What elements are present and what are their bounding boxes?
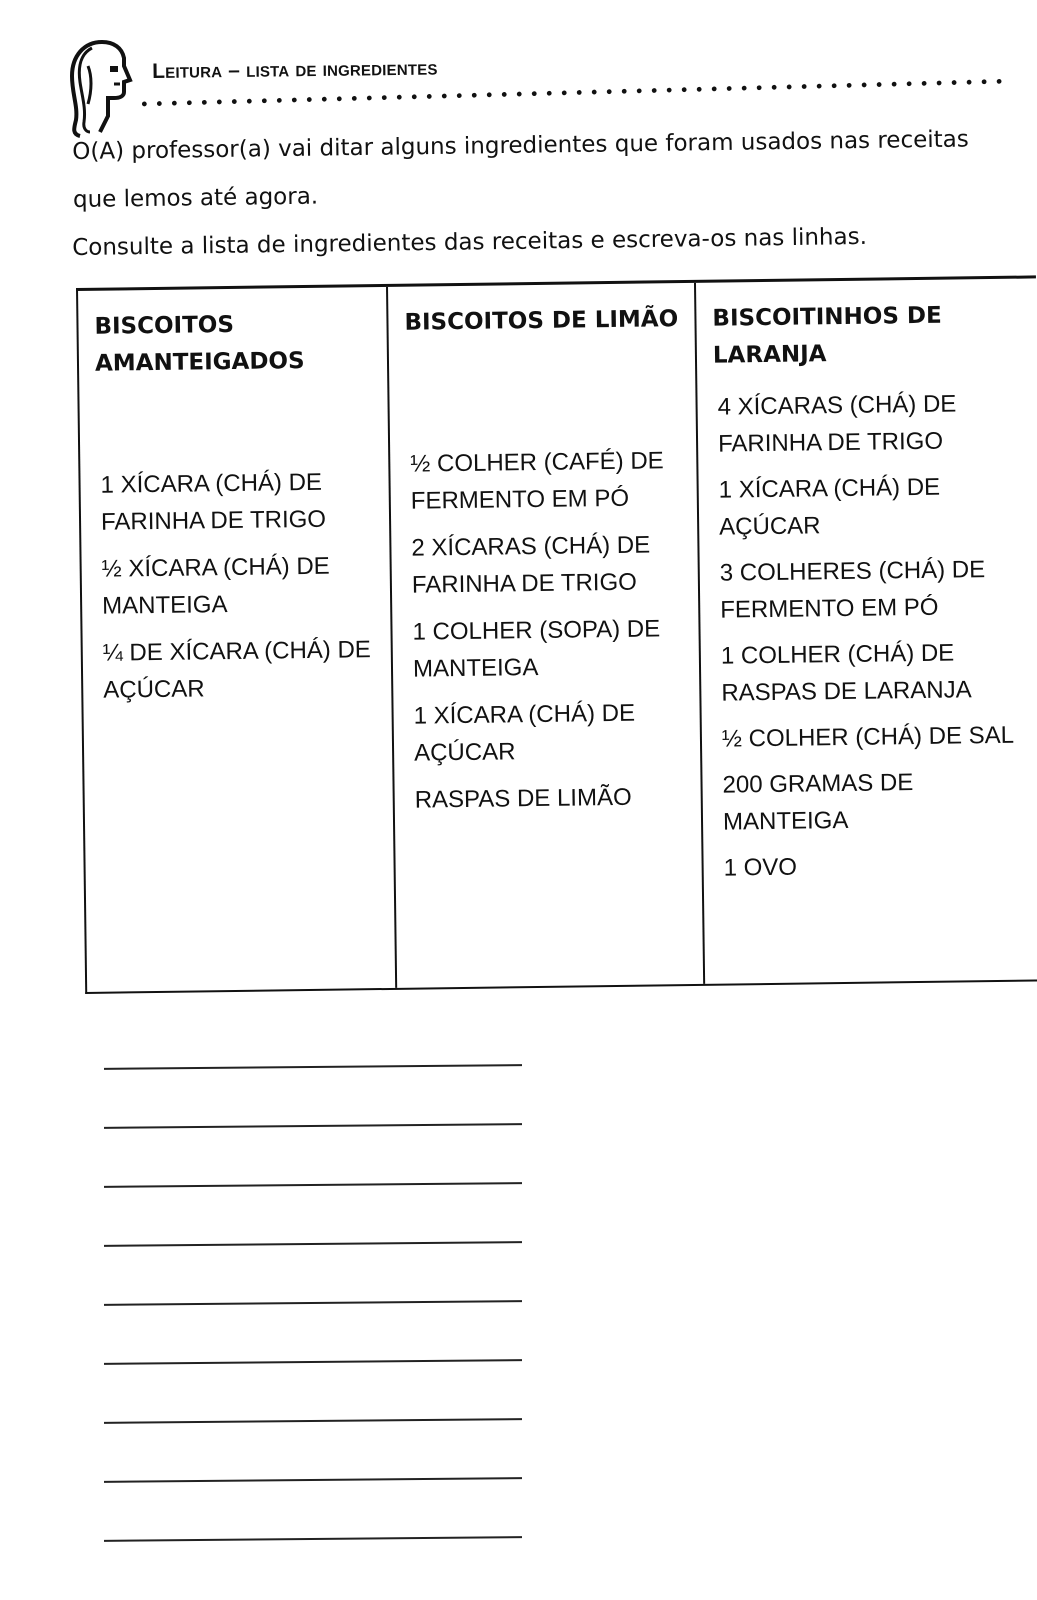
separator-dot [877, 82, 882, 87]
ingredient-list [406, 442, 687, 819]
answer-line[interactable] [104, 1536, 522, 1542]
separator-dot [532, 91, 537, 96]
ingredient-item: ½ XÍCARA (CHÁ) DE MANTEIGA [101, 552, 330, 620]
separator-dot [232, 99, 237, 104]
separator-dot [412, 94, 417, 99]
separator-dot [637, 88, 642, 93]
recipe-ingredients-table [76, 275, 1037, 994]
separator-dot [592, 90, 597, 95]
recipe-column-limao [388, 283, 705, 988]
separator-dot [982, 79, 987, 84]
recipe-column-amanteigados [78, 287, 397, 992]
separator-dot [907, 81, 912, 86]
separator-dot [247, 99, 252, 104]
ingredient-item: ½ COLHER (CAFÉ) DE FERMENTO EM PÓ [410, 447, 664, 515]
separator-dot [442, 94, 447, 99]
separator-dot [967, 80, 972, 85]
separator-dot [817, 84, 822, 89]
separator-dot [772, 85, 777, 90]
recipe-column-laranja [696, 278, 1037, 983]
separator-dot [622, 89, 627, 94]
ingredient-item: ¼ DE XÍCARA (CHÁ) DE AÇÚCAR [102, 636, 371, 704]
recipe-title: BISCOITINHOS DE LARANJA [712, 302, 942, 369]
recipe-title: BISCOITOS DE LIMÃO [404, 306, 679, 336]
separator-dot [352, 96, 357, 101]
ingredient-item: 1 XÍCARA (CHÁ) DE FARINHA DE TRIGO [100, 468, 327, 536]
separator-dot [667, 88, 672, 93]
separator-dot [472, 93, 477, 98]
separator-dot [757, 85, 762, 90]
separator-dot [172, 101, 177, 106]
separator-dot [862, 83, 867, 88]
separator-dot [307, 97, 312, 102]
separator-dot [217, 100, 222, 105]
separator-dot [142, 101, 147, 106]
answer-line[interactable] [104, 1123, 522, 1129]
separator-dot [607, 89, 612, 94]
ingredient-item: 200 GRAMAS DE MANTEIGA [722, 769, 914, 836]
ingredient-item: 3 COLHERES (CHÁ) DE FERMENTO EM PÓ [719, 556, 986, 624]
instruction-paragraph-1: O(A) professor(a) vai ditar alguns ingredientes que foram usados nas receitas que lemos até agora. [72, 126, 969, 213]
separator-dot [457, 93, 462, 98]
ingredient-item: 1 COLHER (SOPA) DE MANTEIGA [412, 615, 661, 683]
answer-line[interactable] [104, 1300, 522, 1306]
ingredient-item: 4 XÍCARAS (CHÁ) DE FARINHA DE TRIGO [717, 390, 957, 458]
separator-dot [487, 92, 492, 97]
separator-dot [922, 81, 927, 86]
instruction-paragraph-2: Consulte a lista de ingredientes das receitas e escreva-os nas linhas. [72, 223, 868, 261]
recipe-title: BISCOITOS AMANTEIGADOS [94, 311, 305, 377]
separator-dot [847, 83, 852, 88]
separator-dot [727, 86, 732, 91]
separator-dot [832, 83, 837, 88]
answer-lines [104, 1066, 534, 1597]
separator-dot [742, 86, 747, 91]
separator-dot [187, 100, 192, 105]
separator-dot [652, 88, 657, 93]
separator-dot [202, 100, 207, 105]
ingredient-item: 1 XÍCARA (CHÁ) DE AÇÚCAR [413, 699, 636, 767]
section-title: Leitura – lista de ingredientes [152, 56, 438, 83]
separator-dot [382, 95, 387, 100]
ingredient-item: 1 OVO [723, 853, 798, 882]
separator-dot [292, 98, 297, 103]
ingredient-item: 1 COLHER (CHÁ) DE RASPAS DE LARANJA [720, 639, 972, 707]
separator-dot [547, 91, 552, 96]
separator-dot [952, 80, 957, 85]
separator-dot [502, 92, 507, 97]
ingredient-list [713, 385, 1027, 887]
separator-dot [397, 95, 402, 100]
separator-dot [277, 98, 282, 103]
head-profile-icon [62, 36, 140, 140]
answer-line[interactable] [104, 1064, 522, 1070]
separator-dot [262, 98, 267, 103]
separator-dot [937, 81, 942, 86]
answer-line[interactable] [104, 1241, 522, 1247]
separator-dot [367, 96, 372, 101]
ingredient-item: 2 XÍCARAS (CHÁ) DE FARINHA DE TRIGO [411, 531, 651, 599]
separator-dot [697, 87, 702, 92]
separator-dot [802, 84, 807, 89]
ingredient-item: 1 XÍCARA (CHÁ) DE AÇÚCAR [718, 473, 941, 541]
ingredient-list [96, 463, 377, 709]
ingredient-item: ½ COLHER (CHÁ) DE SAL [721, 721, 1015, 753]
separator-dot [682, 87, 687, 92]
separator-dot [517, 92, 522, 97]
answer-line[interactable] [104, 1477, 522, 1483]
separator-dot [427, 94, 432, 99]
ingredient-item: RASPAS DE LIMÃO [414, 783, 632, 814]
separator-dot [997, 79, 1002, 84]
separator-dot [577, 90, 582, 95]
separator-dot [157, 101, 162, 106]
separator-dot [322, 97, 327, 102]
answer-line[interactable] [104, 1182, 522, 1188]
separator-dot [892, 82, 897, 87]
answer-line[interactable] [104, 1418, 522, 1424]
separator-dot [712, 86, 717, 91]
separator-dot [337, 96, 342, 101]
separator-dot [787, 84, 792, 89]
separator-dot [562, 90, 567, 95]
answer-line[interactable] [104, 1359, 522, 1365]
